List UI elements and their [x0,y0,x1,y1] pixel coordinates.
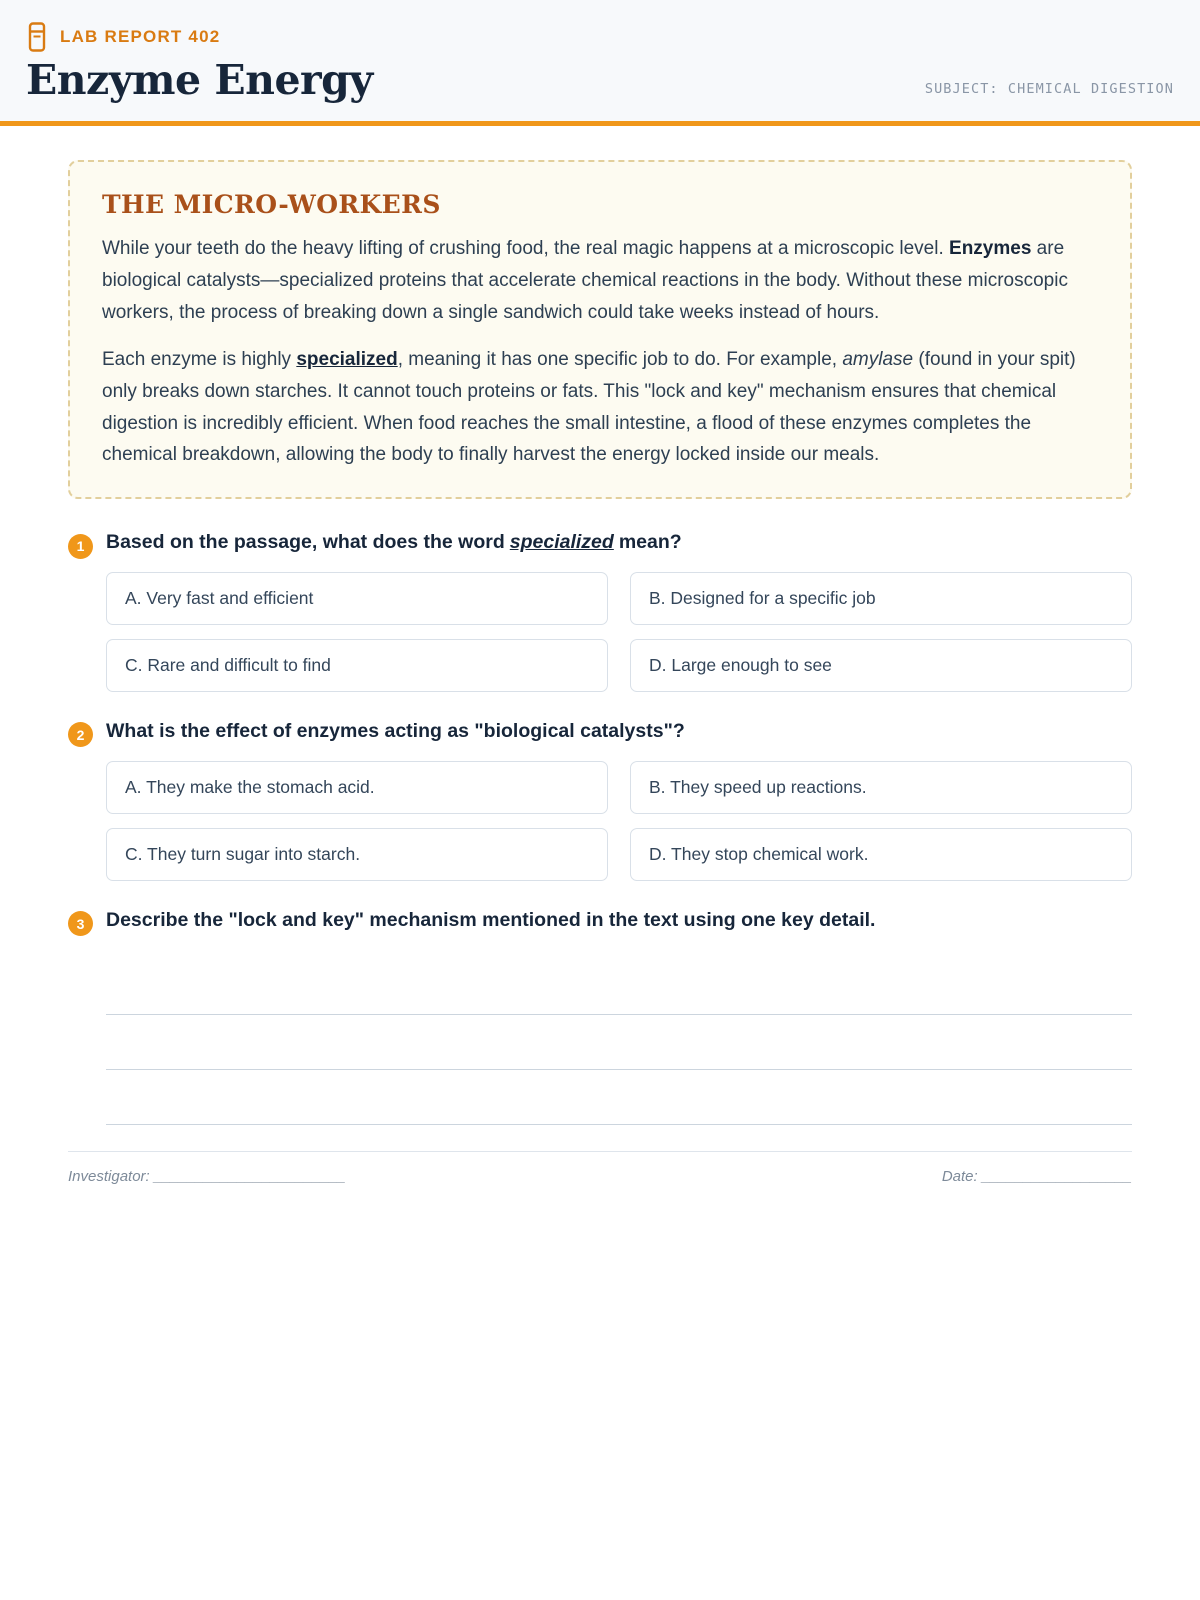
passage-p2-part-a: Each enzyme is highly [102,349,297,371]
passage-box [68,160,1132,499]
question-text-1 [106,529,682,556]
passage-p2-part-c: (found in your spit) only breaks down starches. It cannot touch proteins or fats. This "lock and key" mechanism ensures that chemical digestion is incredibly efficient. When food reaches the small intestine, a flood of these enzymes completes the chemical breakdown, allowing the body to finally harvest the energy locked inside our meals. [102,349,1076,466]
passage-p1-part-a: While your teeth do the heavy lifting of crushing food, the real magic happens at a microscopic level. [102,238,950,260]
answer-line-1[interactable] [106,960,1132,1015]
subject-tag: SUBJECT: CHEMICAL DIGESTION [924,81,1174,98]
question-1-text-after: mean? [618,531,682,554]
passage-p2-italic: amylase [842,349,914,371]
question-number-1: 1 [68,534,93,559]
question-text-2: What is the effect of enzymes acting as "biological catalysts"? [106,719,685,742]
page-title: Enzyme Energy [26,56,373,104]
date-field[interactable]: Date: __________________ [941,1168,1132,1186]
answer-line-3[interactable] [106,1070,1132,1125]
question-2-options [106,761,1132,881]
passage-paragraph-1 [102,233,1098,328]
option-2d[interactable]: D. They stop chemical work. [630,828,1132,881]
passage-title: THE MICRO-WORKERS [102,190,441,220]
passage-paragraph-2 [102,344,1098,471]
option-1d[interactable]: D. Large enough to see [630,639,1132,692]
option-2c[interactable]: C. They turn sugar into starch. [106,828,608,881]
question-block-2 [68,718,1132,881]
question-1-head [68,529,1132,556]
question-block-1 [68,529,1132,692]
document-body [0,126,1200,1185]
report-label: LAB REPORT 402 [60,27,221,46]
question-text-3: Describe the "lock and key" mechanism mentioned in the text using one key detail. [106,908,876,931]
passage-p1-part-b: are biological catalysts—specialized proteins that accelerate chemical reactions in the body. Without these microscopic workers, the process of breaking down a single sandwich could take weeks instead of hours. [102,238,1068,323]
question-3-head [68,907,1132,934]
flask-icon [26,22,48,52]
question-2-head [68,718,1132,745]
passage-p2-part-b: , meaning it has one specific job to do. For example, [397,349,843,371]
option-1c[interactable]: C. Rare and difficult to find [106,639,608,692]
question-number-2: 2 [68,722,93,747]
passage-p2-term: specialized [296,349,398,371]
question-number-3: 3 [68,911,93,936]
question-1-text-before: Based on the passage, what does the word [106,531,505,554]
eyebrow-row [26,22,1174,52]
option-1a[interactable]: A. Very fast and efficient [106,572,608,625]
option-2b[interactable]: B. They speed up reactions. [630,761,1132,814]
question-3-answer-area[interactable] [106,960,1132,1125]
question-1-options [106,572,1132,692]
question-1-term: specialized [509,531,614,554]
option-1b[interactable]: B. Designed for a specific job [630,572,1132,625]
question-block-3 [68,907,1132,1125]
investigator-field[interactable]: Investigator: _______________________ [68,1168,346,1186]
signature-footer [68,1151,1132,1185]
answer-line-2[interactable] [106,1015,1132,1070]
title-row [26,58,1174,103]
passage-p1-bold: Enzymes [949,238,1032,260]
option-2a[interactable]: A. They make the stomach acid. [106,761,608,814]
questions-section [68,529,1132,1125]
document-header [0,0,1200,126]
